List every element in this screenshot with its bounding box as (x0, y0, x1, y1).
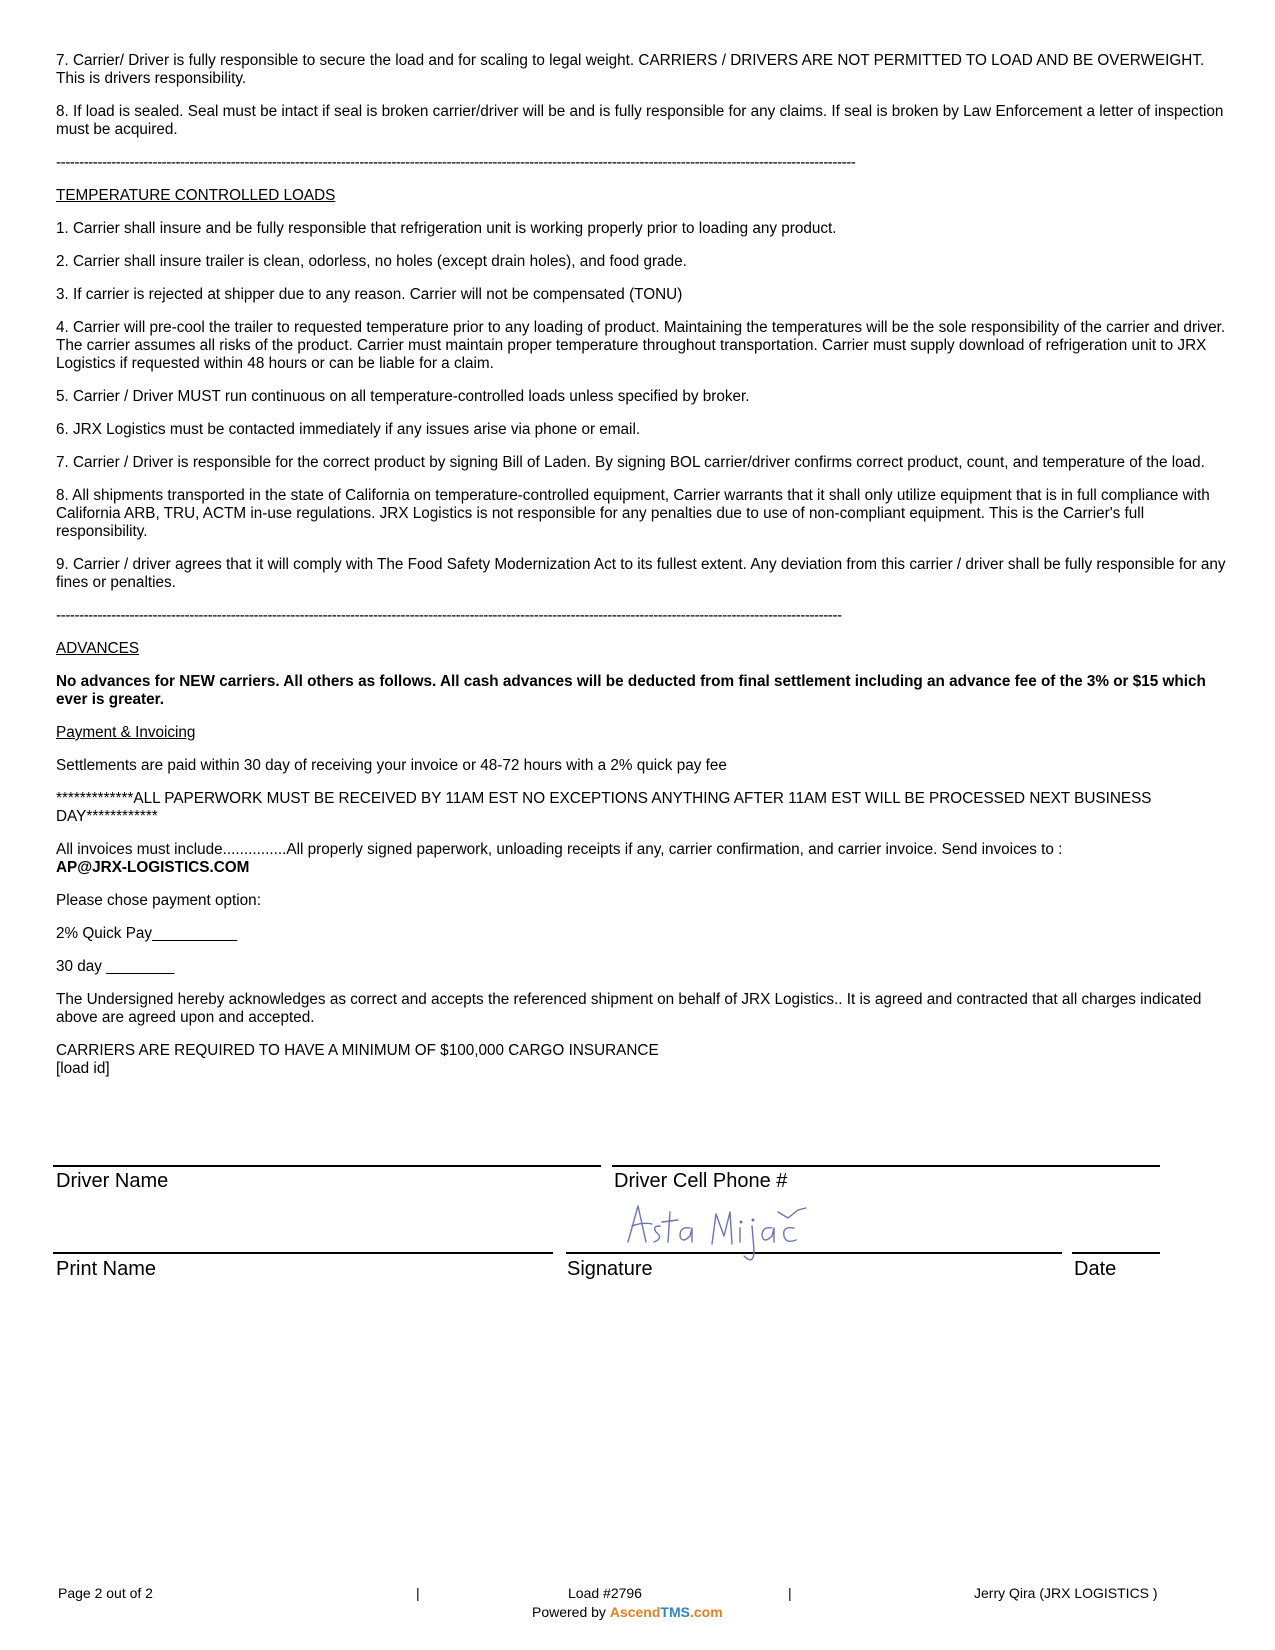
footer-user: Jerry Qira (JRX LOGISTICS ) (974, 1585, 1158, 1601)
option-quick-pay[interactable]: 2% Quick Pay__________ (56, 925, 238, 942)
invoice-email[interactable]: AP@JRX-LOGISTICS.COM (56, 859, 250, 876)
temp-item-4: 4. Carrier will pre-cool the trailer to requested temperature prior to any loading of product. Maintaining the temperatures will be the sole responsibility of the carrier and driver. The carrier assumes all risks of the product. Carrier must maintain proper temperature throughout transportation. Carrier must supply download of refrigeration unit to JRX Logistics if requested within 48 hours or can be liable for a claim. (56, 319, 1230, 372)
temp-item-9: 9. Carrier / driver agrees that it will comply with The Food Safety Modernization Act to its fullest extent. Any deviation from this carrier / driver shall be fully responsible for any fines or penalties. (56, 556, 1230, 591)
term-7: 7. Carrier/ Driver is fully responsible to secure the load and for scaling to legal weight. CARRIERS / DRIVERS ARE NOT PERMITTED TO LOAD AND BE OVERWEIGHT. This is drivers responsibility. (56, 52, 1209, 87)
settlements-text: Settlements are paid within 30 day of receiving your invoice or 48-72 hours with a 2% quick pay fee (56, 757, 727, 774)
signature-label: Signature (567, 1258, 653, 1280)
powered-by-label: Powered by (532, 1604, 606, 1620)
invoices-instructions: All invoices must include...............All properly signed paperwork, unloading receipts if any, carrier confirmation, and carrier invoice. Send invoices to : (56, 841, 1063, 858)
footer-sep: | (788, 1585, 792, 1601)
footer-load: Load #2796 (568, 1585, 642, 1601)
insurance-block (56, 1042, 1226, 1078)
print-name-label: Print Name (56, 1258, 157, 1280)
temp-item-6: 6. JRX Logistics must be contacted immediately if any issues arise via phone or email. (56, 421, 641, 438)
load-id: [load id] (56, 1060, 110, 1077)
temp-item-3: 3. If carrier is rejected at shipper due to any reason. Carrier will not be compensated (TONU) (56, 286, 683, 303)
acknowledgement: The Undersigned hereby acknowledges as correct and accepts the referenced shipment on behalf of JRX Logistics.. It is agreed and contracted that all charges indicated above are agreed upon and accepted. (56, 991, 1206, 1026)
footer-page: Page 2 out of 2 (58, 1585, 153, 1601)
option-30-day[interactable]: 30 day ________ (56, 958, 175, 975)
term-8: 8. If load is sealed. Seal must be intact if seal is broken carrier/driver will be and is fully responsible for any claims. If seal is broken by Law Enforcement a letter of inspection must be acquired. (56, 103, 1228, 138)
temp-item-5: 5. Carrier / Driver MUST run continuous on all temperature-controlled loads unless specified by broker. (56, 388, 750, 405)
driver-name-line[interactable] (53, 1165, 601, 1167)
footer-sep: | (416, 1585, 420, 1601)
divider: ------------------------------------------------------------------------------------------------------------------------------------------------------------------------------ (56, 154, 856, 171)
temp-item-7: 7. Carrier / Driver is responsible for the correct product by signing Bill of Laden. By signing BOL carrier/driver confirms correct product, count, and temperature of the load. (56, 454, 1205, 471)
temp-item-1: 1. Carrier shall insure and be fully responsible that refrigeration unit is working properly prior to loading any product. (56, 220, 837, 237)
temp-item-8: 8. All shipments transported in the state of California on temperature-controlled equipment, Carrier warrants that it shall only utilize equipment that is in full compliance with California ARB, TRU, ACTM in-use regulations. JRX Logistics is not responsible for any penalties due to use of non-compliant equipment. This is the Carrier's full responsibility. (56, 487, 1215, 540)
document-body (56, 52, 1230, 1078)
print-name-line[interactable] (53, 1252, 553, 1254)
date-line[interactable] (1072, 1252, 1160, 1254)
driver-phone-label: Driver Cell Phone # (614, 1170, 788, 1192)
insurance-text: CARRIERS ARE REQUIRED TO HAVE A MINIMUM OF $100,000 CARGO INSURANCE (56, 1042, 659, 1059)
driver-name-label: Driver Name (56, 1170, 169, 1192)
driver-phone-line[interactable] (612, 1165, 1160, 1167)
temperature-heading: TEMPERATURE CONTROLLED LOADS (56, 187, 336, 204)
invoices-text (56, 841, 1226, 877)
brand-tms[interactable]: TMS (660, 1604, 690, 1620)
date-label: Date (1074, 1258, 1117, 1280)
temp-item-2: 2. Carrier shall insure trailer is clean, odorless, no holes (except drain holes), and food grade. (56, 253, 687, 270)
brand-com[interactable]: .com (689, 1604, 723, 1620)
powered-by (532, 1604, 723, 1620)
handwritten-signature (620, 1200, 820, 1280)
signature-line[interactable] (566, 1252, 1062, 1254)
divider: --------------------------------------------------------------------------------------------------------------------------------------------------------------------------- (56, 607, 842, 624)
payment-option-prompt: Please chose payment option: (56, 892, 261, 909)
advances-heading: ADVANCES (56, 640, 140, 657)
advances-text: No advances for NEW carriers. All others as follows. All cash advances will be deducted from final settlement including an advance fee of the 3% or $15 which ever is greater. (56, 673, 1211, 708)
brand-ascend[interactable]: Ascend (609, 1604, 661, 1620)
paperwork-notice: *************ALL PAPERWORK MUST BE RECEIVED BY 11AM EST NO EXCEPTIONS ANYTHING AFTER 11AM EST WILL BE PROCESSED NEXT BUSINESS DAY************ (56, 790, 1156, 825)
payment-heading: Payment & Invoicing (56, 724, 196, 741)
